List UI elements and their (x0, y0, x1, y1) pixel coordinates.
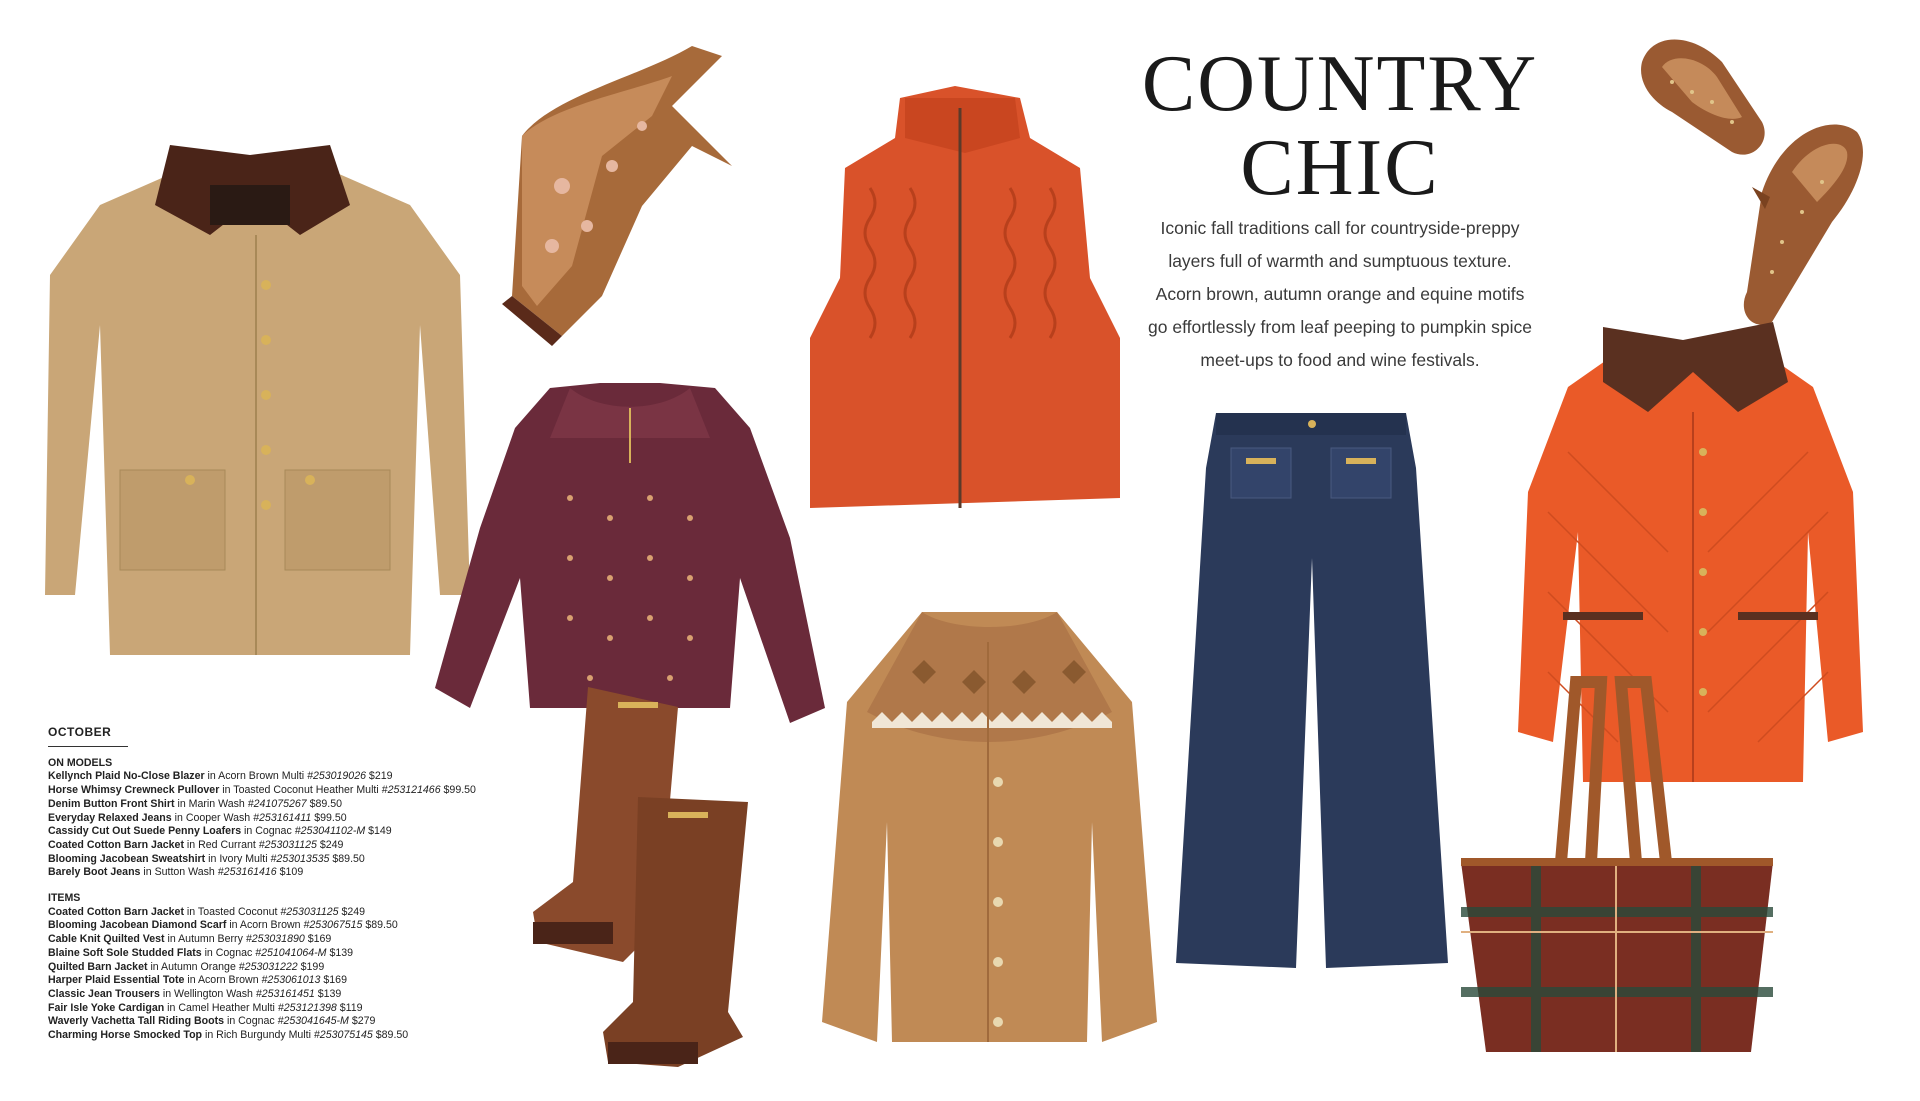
product-color: in Ivory Multi (205, 852, 271, 865)
product-sku: #253031125 (258, 838, 317, 851)
product-sku: #253061013 (261, 974, 321, 987)
product-sku: #253031222 (238, 960, 298, 973)
product-name: Blooming Jacobean Sweatshirt (48, 852, 206, 865)
product-name: Cable Knit Quilted Vest (48, 933, 165, 946)
page-title (1130, 42, 1550, 210)
product-price: $169 (304, 933, 332, 946)
product-price: $89.50 (372, 1029, 409, 1042)
blurb-line: Iconic fall traditions call for countryside-preppy (1160, 218, 1520, 238)
product-color: in Marin Wash (174, 797, 248, 810)
product-price: $109 (276, 866, 304, 879)
on-models-heading: ON MODELS (48, 756, 113, 769)
items-heading: ITEMS (48, 892, 81, 905)
blurb-line: layers full of warmth and sumptuous texture. (1168, 251, 1512, 271)
product-sku: #253121466 (381, 784, 441, 797)
product-color: in Autumn Berry (164, 933, 246, 946)
product-name: Fair Isle Yoke Cardigan (48, 1001, 165, 1014)
credit-row (48, 866, 568, 880)
product-price: $139 (326, 946, 354, 959)
product-name: Kellynch Plaid No-Close Blazer (48, 770, 205, 783)
product-color: in Wellington Wash (159, 987, 256, 1000)
credit-row (48, 839, 568, 853)
blurb-line: Acorn brown, autumn orange and equine motifs (1155, 284, 1525, 304)
credit-row (48, 798, 568, 812)
product-color: in Camel Heather Multi (164, 1001, 278, 1014)
product-price: $279 (348, 1015, 376, 1028)
product-price: $139 (314, 987, 342, 1000)
blurb-line: go effortlessly from leaf peeping to pumpkin spice (1148, 317, 1532, 337)
title-line-1: COUNTRY (1141, 40, 1539, 128)
product-sku: #251041064-M (255, 946, 327, 959)
product-name: Blooming Jacobean Diamond Scarf (48, 919, 227, 932)
title-line-2: CHIC (1240, 124, 1440, 212)
product-name: Harper Plaid Essential Tote (48, 974, 185, 987)
product-sku: #253161411 (253, 811, 312, 824)
credit-row (48, 825, 568, 839)
studded-flats-icon (1632, 22, 1872, 332)
plaid-tote-icon (1456, 672, 1778, 1058)
product-name: Denim Button Front Shirt (48, 797, 175, 810)
product-color: in Toasted Coconut (183, 905, 281, 918)
items-list (48, 906, 568, 1043)
blurb-line: meet-ups to food and wine festivals. (1200, 350, 1480, 370)
product-sku: #253161451 (255, 987, 315, 1000)
product-price: $99.50 (311, 811, 347, 824)
product-name: Quilted Barn Jacket (48, 960, 148, 973)
credit-row (48, 906, 568, 920)
month-label: OCTOBER (48, 726, 128, 747)
product-name: Charming Horse Smocked Top (48, 1029, 203, 1042)
product-price: $89.50 (362, 919, 398, 932)
product-color: in Cooper Wash (171, 811, 254, 824)
product-sku: #253019026 (307, 770, 366, 783)
credit-row (48, 961, 568, 975)
product-price: $119 (336, 1001, 363, 1014)
product-price: $169 (320, 974, 347, 987)
product-color: in Acorn Brown (226, 919, 304, 932)
product-color: in Cognac (201, 946, 256, 959)
credit-row (48, 770, 568, 784)
product-sku: #253031890 (245, 933, 305, 946)
product-color: in Rich Burgundy Multi (202, 1029, 314, 1042)
product-sku: #253013535 (270, 852, 330, 865)
intro-paragraph (1120, 212, 1560, 377)
product-color: in Cognac (241, 825, 295, 838)
product-sku: #253041102-M (294, 825, 366, 838)
fair-isle-cardigan-icon (812, 602, 1164, 1050)
product-price: $149 (365, 825, 392, 838)
barn-jacket-khaki-icon (30, 125, 482, 665)
product-name: Waverly Vachetta Tall Riding Boots (48, 1015, 225, 1028)
product-sku: #253075145 (313, 1029, 373, 1042)
product-price: $99.50 (440, 784, 476, 797)
credit-row (48, 919, 568, 933)
product-name: Everyday Relaxed Jeans (48, 811, 172, 824)
product-sku: #253161416 (217, 866, 277, 879)
product-price: $89.50 (306, 797, 343, 810)
product-name: Coated Cotton Barn Jacket (48, 905, 184, 918)
product-sku: #253067515 (303, 919, 363, 932)
diamond-scarf-icon (492, 36, 747, 346)
product-price: $249 (338, 905, 366, 918)
product-sku: #253041645-M (277, 1015, 349, 1028)
credit-row (48, 933, 568, 947)
credit-row (48, 947, 568, 961)
credit-row (48, 974, 568, 988)
product-name: Blaine Soft Sole Studded Flats (48, 946, 202, 959)
on-models-list (48, 770, 568, 880)
product-color: in Red Currant (183, 838, 259, 851)
product-color: in Acorn Brown Multi (204, 770, 308, 783)
product-credits (48, 726, 568, 1043)
product-name: Cassidy Cut Out Suede Penny Loafers (48, 825, 242, 838)
product-sku: #241075267 (247, 797, 307, 810)
product-color: in Toasted Coconut Heather Multi (219, 784, 382, 797)
jean-trousers-icon (1176, 408, 1448, 973)
product-color: in Acorn Brown (184, 974, 262, 987)
product-name: Horse Whimsy Crewneck Pullover (48, 784, 220, 797)
cable-vest-icon (790, 78, 1130, 518)
product-price: $219 (365, 770, 393, 783)
product-color: in Cognac (224, 1015, 278, 1028)
product-price: $249 (316, 838, 344, 851)
product-name: Barely Boot Jeans (48, 866, 141, 879)
credit-row (48, 784, 568, 798)
credit-row (48, 1029, 568, 1043)
credit-row (48, 1002, 568, 1016)
product-sku: #253031125 (280, 905, 339, 918)
credit-row (48, 988, 568, 1002)
credit-row (48, 812, 568, 826)
credit-row (48, 853, 568, 867)
product-name: Classic Jean Trousers (48, 987, 160, 1000)
product-name: Coated Cotton Barn Jacket (48, 838, 184, 851)
product-price: $89.50 (329, 852, 365, 865)
product-color: in Sutton Wash (140, 866, 218, 879)
product-sku: #253121398 (277, 1001, 337, 1014)
product-color: in Autumn Orange (147, 960, 239, 973)
product-price: $199 (297, 960, 325, 973)
credit-row (48, 1015, 568, 1029)
